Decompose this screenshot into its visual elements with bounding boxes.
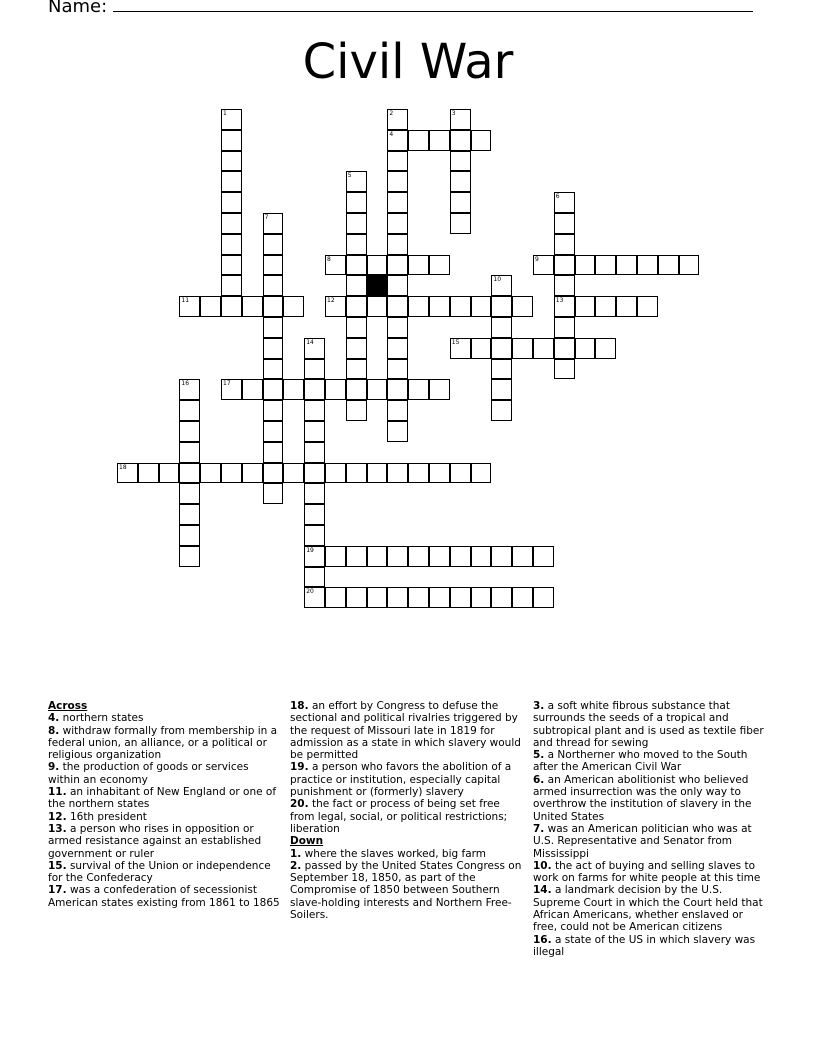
crossword-cell[interactable]	[179, 442, 200, 463]
clue-down-3: 3. a soft white fibrous substance that surrounds the seeds of a tropical and subtropical plant and is used as textile fiber and thread for sewing	[533, 700, 764, 749]
cell-number: 13	[555, 297, 564, 305]
crossword-cell[interactable]	[179, 525, 200, 546]
crossword-cell[interactable]	[367, 587, 388, 608]
crossword-cell[interactable]	[408, 130, 429, 151]
crossword-cell[interactable]	[200, 296, 221, 317]
crossword-cell[interactable]	[242, 379, 263, 400]
crossword-cell[interactable]	[450, 130, 471, 151]
crossword-cell[interactable]	[221, 130, 242, 151]
crossword-cell[interactable]	[304, 442, 325, 463]
crossword-cell[interactable]	[304, 546, 325, 567]
crossword-cell[interactable]	[533, 546, 554, 567]
crossword-cell[interactable]	[221, 109, 242, 130]
crossword-cell[interactable]	[263, 234, 284, 255]
crossword-cell[interactable]	[554, 275, 575, 296]
crossword-cell[interactable]	[367, 255, 388, 276]
crossword-cell[interactable]	[325, 546, 346, 567]
crossword-cell[interactable]	[325, 463, 346, 484]
crossword-cell[interactable]	[387, 192, 408, 213]
crossword-cell[interactable]	[325, 255, 346, 276]
crossword-cell[interactable]	[367, 379, 388, 400]
crossword-cell[interactable]	[179, 379, 200, 400]
crossword-cell[interactable]	[346, 234, 367, 255]
crossword-cell[interactable]	[179, 463, 200, 484]
crossword-cell[interactable]	[408, 255, 429, 276]
down-header: Down	[290, 835, 324, 848]
crossword-cell[interactable]	[658, 255, 679, 276]
cell-number: 7	[264, 214, 269, 221]
cell-number: 5	[347, 172, 352, 180]
clue-across-18: 18. an effort by Congress to defuse the sectional and political rivalries triggered by the request of Missouri late in 1819 for admission as a state in which slavery would be permitted	[290, 700, 521, 762]
crossword-cell[interactable]	[387, 171, 408, 192]
crossword-cell[interactable]	[387, 213, 408, 234]
crossword-cell[interactable]	[304, 359, 325, 380]
cell-number: 10	[493, 276, 502, 284]
crossword-cell[interactable]	[450, 546, 471, 567]
crossword-cell[interactable]	[159, 463, 180, 484]
crossword-cell[interactable]	[429, 379, 450, 400]
crossword-cell[interactable]	[387, 275, 408, 296]
crossword-cell[interactable]	[304, 504, 325, 525]
crossword-cell[interactable]	[221, 379, 242, 400]
crossword-cell[interactable]	[179, 546, 200, 567]
crossword-cell[interactable]	[387, 109, 408, 130]
clue-across-13: 13. a person who rises in opposition or armed resistance against an established government or ruler	[48, 822, 262, 860]
crossword-cell[interactable]	[554, 255, 575, 276]
crossword-cell[interactable]	[637, 296, 658, 317]
crossword-cell[interactable]	[491, 275, 512, 296]
crossword-cell[interactable]	[408, 546, 429, 567]
crossword-cell[interactable]	[221, 463, 242, 484]
crossword-cell[interactable]	[554, 296, 575, 317]
crossword-cell[interactable]	[179, 421, 200, 442]
crossword-cell[interactable]	[491, 379, 512, 400]
crossword-cell[interactable]	[346, 275, 367, 296]
crossword-cell[interactable]	[221, 192, 242, 213]
crossword-cell[interactable]	[491, 359, 512, 380]
cell-number: 6	[555, 193, 560, 201]
cell-number: 15	[451, 338, 460, 346]
crossword-cell[interactable]	[429, 296, 450, 317]
crossword-cell[interactable]	[512, 587, 533, 608]
crossword-cell[interactable]	[263, 296, 284, 317]
crossword-cell[interactable]	[595, 338, 616, 359]
clues-column-3	[533, 700, 768, 958]
clues-column-1	[48, 700, 280, 909]
crossword-cell[interactable]	[346, 359, 367, 380]
crossword-cell[interactable]	[263, 317, 284, 338]
crossword-cell[interactable]	[242, 296, 263, 317]
crossword-cell[interactable]	[263, 338, 284, 359]
crossword-cell[interactable]	[679, 255, 700, 276]
crossword-cell[interactable]	[346, 338, 367, 359]
clue-down-1: 1. where the slaves worked, big farm	[290, 847, 487, 860]
crossword-cell[interactable]	[304, 400, 325, 421]
crossword-cell[interactable]	[575, 296, 596, 317]
crossword-cell[interactable]	[283, 296, 304, 317]
crossword-cell[interactable]	[387, 338, 408, 359]
crossword-cell[interactable]	[367, 296, 388, 317]
crossword-cell[interactable]	[595, 296, 616, 317]
crossword-cell[interactable]	[429, 463, 450, 484]
crossword-cell[interactable]	[491, 587, 512, 608]
crossword-cell[interactable]	[387, 359, 408, 380]
crossword-cell[interactable]	[387, 379, 408, 400]
crossword-cell[interactable]	[387, 587, 408, 608]
crossword-cell[interactable]	[491, 317, 512, 338]
across-clue-list-a	[48, 712, 280, 909]
crossword-cell[interactable]	[138, 463, 159, 484]
crossword-cell[interactable]	[304, 483, 325, 504]
crossword-cell[interactable]	[304, 338, 325, 359]
crossword-cell[interactable]	[346, 213, 367, 234]
crossword-cell[interactable]	[283, 379, 304, 400]
crossword-cell[interactable]	[450, 192, 471, 213]
crossword-cell[interactable]	[263, 213, 284, 234]
clue-down-10: 10. the act of buying and selling slaves to work on farms for white people at this time	[533, 859, 761, 885]
crossword-cell[interactable]	[512, 338, 533, 359]
clue-down-14: 14. a landmark decision by the U.S. Supreme Court in which the Court held that African Americans, whether enslaved or free, could not be American citizens	[533, 884, 763, 934]
clue-down-2: 2. passed by the United States Congress on September 18, 1850, as part of the Compromise of 1850 between Southern slave-holding interests and Northern Free-Soilers.	[290, 859, 522, 922]
crossword-black-cell	[367, 275, 388, 296]
crossword-cell[interactable]	[533, 255, 554, 276]
crossword-cell[interactable]	[429, 587, 450, 608]
crossword-cell[interactable]	[221, 234, 242, 255]
crossword-cell[interactable]	[263, 463, 284, 484]
clue-across-20: 20. the fact or process of being set free from legal, social, or political restrictions; liberation	[290, 798, 508, 835]
crossword-cell[interactable]	[408, 463, 429, 484]
crossword-cell[interactable]	[471, 546, 492, 567]
crossword-cell[interactable]	[512, 296, 533, 317]
crossword-cell[interactable]	[221, 296, 242, 317]
cell-number: 4	[389, 130, 394, 138]
crossword-cell[interactable]	[346, 317, 367, 338]
clue-across-12: 12. 16th president	[48, 810, 147, 823]
crossword-cell[interactable]	[304, 421, 325, 442]
crossword-cell[interactable]	[346, 379, 367, 400]
crossword-cell[interactable]	[221, 275, 242, 296]
crossword-cell[interactable]	[263, 379, 284, 400]
cell-number: 11	[181, 297, 190, 305]
crossword-cell[interactable]	[387, 463, 408, 484]
crossword-cell[interactable]	[263, 359, 284, 380]
crossword-cell[interactable]	[325, 296, 346, 317]
crossword-cell[interactable]	[346, 546, 367, 567]
crossword-cell[interactable]	[221, 151, 242, 172]
cell-number: 16	[181, 380, 190, 388]
crossword-cell[interactable]	[346, 463, 367, 484]
cell-number: 12	[327, 297, 335, 305]
name-label: Name:	[48, 0, 108, 17]
crossword-cell[interactable]	[408, 296, 429, 317]
crossword-cell[interactable]	[554, 338, 575, 359]
crossword-cell[interactable]	[346, 192, 367, 213]
crossword-cell[interactable]	[221, 255, 242, 276]
crossword-cell[interactable]	[221, 171, 242, 192]
crossword-cell[interactable]	[346, 171, 367, 192]
clue-across-9: 9. the production of goods or services within an economy	[48, 761, 249, 786]
clue-down-16: 16. a state of the US in which slavery was illegal	[533, 933, 756, 958]
crossword-cell[interactable]	[450, 463, 471, 484]
cell-number: 14	[306, 338, 314, 346]
crossword-cell[interactable]	[221, 213, 242, 234]
cell-number: 9	[535, 255, 539, 263]
crossword-cell[interactable]	[471, 338, 492, 359]
cell-number: 1	[223, 110, 227, 117]
crossword-cell[interactable]	[387, 151, 408, 172]
crossword-cell[interactable]	[387, 546, 408, 567]
crossword-cell[interactable]	[304, 525, 325, 546]
crossword-cell[interactable]	[450, 213, 471, 234]
crossword-cell[interactable]	[408, 587, 429, 608]
crossword-cell[interactable]	[512, 546, 533, 567]
crossword-cell[interactable]	[179, 483, 200, 504]
crossword-cell[interactable]	[616, 255, 637, 276]
crossword-cell[interactable]	[387, 255, 408, 276]
crossword-cell[interactable]	[450, 587, 471, 608]
clue-across-8: 8. withdraw formally from membership in a federal union, an alliance, or a political or religious organization	[48, 724, 278, 762]
crossword-cell[interactable]	[554, 234, 575, 255]
across-header: Across	[48, 700, 88, 712]
crossword-cell[interactable]	[117, 463, 138, 484]
clue-down-5: 5. a Northerner who moved to the South after the American Civil War	[533, 749, 748, 774]
crossword-cell[interactable]	[346, 587, 367, 608]
crossword-cell[interactable]	[533, 338, 554, 359]
crossword-cell[interactable]	[450, 151, 471, 172]
crossword-cell[interactable]	[387, 317, 408, 338]
crossword-cell[interactable]	[387, 296, 408, 317]
crossword-cell[interactable]	[637, 255, 658, 276]
crossword-cell[interactable]	[263, 400, 284, 421]
crossword-cell[interactable]	[429, 130, 450, 151]
crossword-cell[interactable]	[408, 379, 429, 400]
crossword-cell[interactable]	[304, 379, 325, 400]
clue-across-4: 4. northern states	[48, 712, 144, 725]
crossword-cell[interactable]	[263, 421, 284, 442]
crossword-cell[interactable]	[263, 483, 284, 504]
crossword-cell[interactable]	[387, 234, 408, 255]
clue-down-7: 7. was an American politician who was at U.S. Representative and Senator from Mississippi	[533, 822, 752, 860]
crossword-cell[interactable]	[491, 546, 512, 567]
clue-across-11: 11. an inhabitant of New England or one of the northern states	[48, 786, 277, 811]
clue-across-17: 17. was a confederation of secessionist American states existing from 1861 to 1865	[48, 884, 280, 909]
clue-down-6: 6. an American abolitionist who believed armed insurrection was the only way to overthrow the institution of slavery in the United States	[533, 773, 752, 823]
crossword-cell[interactable]	[595, 255, 616, 276]
cell-number: 3	[451, 110, 456, 117]
crossword-cell[interactable]	[346, 400, 367, 421]
crossword-cell[interactable]	[304, 567, 325, 588]
clues-column-2	[290, 700, 524, 921]
crossword-cell[interactable]	[450, 109, 471, 130]
crossword-cell[interactable]	[471, 587, 492, 608]
crossword-cell[interactable]	[387, 400, 408, 421]
crossword-cell[interactable]	[575, 338, 596, 359]
crossword-cell[interactable]	[429, 255, 450, 276]
crossword-cell[interactable]	[179, 504, 200, 525]
crossword-cell[interactable]	[367, 546, 388, 567]
crossword-cell[interactable]	[491, 296, 512, 317]
crossword-cell[interactable]	[263, 442, 284, 463]
page-title: Civil War	[302, 34, 514, 90]
cell-number: 20	[306, 588, 314, 596]
crossword-cell[interactable]	[575, 255, 596, 276]
crossword-cell[interactable]	[450, 338, 471, 359]
crossword-cell[interactable]	[346, 255, 367, 276]
crossword-cell[interactable]	[471, 296, 492, 317]
crossword-cell[interactable]	[554, 359, 575, 380]
crossword-cell[interactable]	[387, 421, 408, 442]
crossword-cell[interactable]	[367, 463, 388, 484]
crossword-cell[interactable]	[304, 587, 325, 608]
crossword-cell[interactable]	[200, 463, 221, 484]
crossword-cell[interactable]	[450, 171, 471, 192]
cell-number: 17	[223, 380, 231, 388]
crossword-cell[interactable]	[325, 587, 346, 608]
crossword-cell[interactable]	[387, 130, 408, 151]
clue-across-19: 19. a person who favors the abolition of a practice or institution, especially capital punishment or (formerly) slavery	[290, 761, 512, 799]
crossword-cell[interactable]	[179, 400, 200, 421]
crossword-cell[interactable]	[263, 275, 284, 296]
crossword-cell[interactable]	[325, 379, 346, 400]
crossword-cell[interactable]	[450, 296, 471, 317]
cell-number: 8	[327, 255, 331, 263]
crossword-cell[interactable]	[533, 587, 554, 608]
crossword-cell[interactable]	[491, 338, 512, 359]
crossword-cell[interactable]	[346, 296, 367, 317]
crossword-cell[interactable]	[429, 546, 450, 567]
crossword-cell[interactable]	[554, 317, 575, 338]
crossword-cell[interactable]	[304, 463, 325, 484]
cell-number: 19	[306, 546, 314, 554]
crossword-cell[interactable]	[616, 296, 637, 317]
crossword-cell[interactable]	[283, 463, 304, 484]
cell-number: 2	[389, 110, 394, 117]
crossword-cell[interactable]	[491, 400, 512, 421]
crossword-cell[interactable]	[554, 213, 575, 234]
clue-across-15: 15. survival of the Union or independence for the Confederacy	[48, 859, 271, 885]
crossword-cell[interactable]	[263, 255, 284, 276]
crossword-cell[interactable]	[242, 463, 263, 484]
crossword-cell[interactable]	[179, 296, 200, 317]
cell-number: 18	[119, 463, 127, 471]
crossword-cell[interactable]	[471, 463, 492, 484]
crossword-cell[interactable]	[471, 130, 492, 151]
crossword-cell[interactable]	[554, 192, 575, 213]
